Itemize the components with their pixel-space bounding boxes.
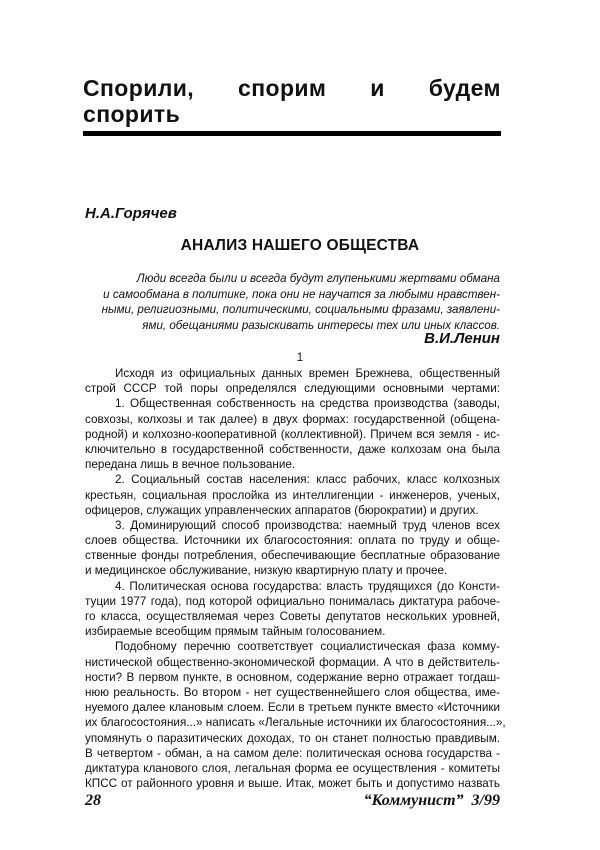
body-line: ственные фонды потребления, обеспечивающие бесплатные образование (85, 549, 500, 563)
epigraph-line: и самообмана в политике, пока они не научатся за любыми нравствен- (103, 287, 500, 301)
body-line: КПСС от районного уровня и выше. Итак, может быть и допустимо назвать (85, 777, 500, 791)
rubric-heading (83, 75, 501, 127)
body-line: туции 1977 года), под которой официально понималась диктатура рабоче- (85, 594, 500, 608)
epigraph-line: Люди всегда были и всегда будут глупенькими жертвами обмана (136, 272, 500, 285)
rubric-line-2: спорить (83, 101, 181, 127)
article-author: Н.А.Горячев (85, 205, 177, 222)
body-line: нистической общественно-экономической формации. А что в действитель- (85, 655, 500, 669)
rubric-word: Спорили, (83, 75, 195, 101)
rubric-word: будем (428, 75, 501, 101)
body-line: ключительно в государственной собственности, даже колхозам она была (85, 442, 500, 456)
body-line: и медицинское обслуживание, низкую квартирную плату и прочее. (85, 564, 448, 578)
body-line: офицеров, служащих управленческих аппаратов (бюрократии) и других. (85, 503, 479, 517)
body-line: их благосостояния...» написать «Легальные источники их благосостояния...», (85, 716, 506, 730)
body-line: 3. Доминирующий способ производства: наемный труд членов всех (115, 518, 500, 532)
epigraph-line: ными, религиозными, политическими, социальными фразами, заявлени- (101, 303, 500, 316)
body-line: совхозы, колхозы и так далее) в двух формах: государственной (общена- (85, 412, 500, 426)
epigraph-line: ями, обещаниями разыскивать интересы тех или иных классов. (142, 318, 500, 332)
rubric-word: спорим (238, 75, 327, 101)
page-number: 28 (85, 792, 101, 809)
body-line: упомянуть о паразитических доходах, то он станет полностью правдивым. (85, 731, 500, 745)
body-line: крестьян, социальная прослойка из интеллигенции - инженеров, ученых, (85, 488, 500, 502)
article-body (85, 366, 506, 791)
rubric-word: и (370, 75, 385, 101)
rubric-line-1 (83, 75, 501, 101)
journal-issue: “Коммунист” 3/99 (363, 792, 500, 809)
body-line: Подобному перечню соответствует социалистическая фаза комму- (115, 640, 500, 654)
body-line: 2. Социальный состав населения: класс рабочих, класс колхозных (115, 473, 500, 487)
body-line: передана лишь в вечное пользование. (85, 458, 296, 472)
body-line: нюю реальность. Во втором - нет существеннейшего слоя общества, име- (85, 685, 500, 699)
body-line: Исходя из официальных данных времен Брежнева, общественный (115, 367, 500, 380)
epigraph-author: В.И.Ленин (424, 330, 500, 347)
body-line: го класса, осуществляемая через Советы депутатов нескольких уровней, (85, 610, 500, 623)
section-number: 1 (296, 352, 304, 364)
body-line: слоев общества. Источники их благосостояния: оплата по труду и обще- (85, 534, 500, 548)
epigraph (85, 271, 500, 333)
body-line: строй СССР той поры определялся следующими основными чертами: (85, 382, 500, 396)
body-line: родной) и колхозно-кооперативной (коллективной). Причем вся земля - ис- (85, 427, 500, 441)
body-line: 1. Общественная собственность на средства производства (заводы, (115, 397, 500, 411)
body-line: В четвертом - обман, а на самом деле: политическая основа государства - (85, 746, 500, 760)
body-line: нуемого далее клановым слоем. Если в третьем пункте вместо «Источники (85, 701, 500, 715)
body-line: диктатура кланового слоя, легальная форма ее осуществления - комитеты (85, 761, 500, 775)
body-line: избираемые всеобщим прямым тайным голосованием. (85, 625, 386, 639)
article-title: АНАЛИЗ НАШЕГО ОБЩЕСТВА (180, 237, 420, 254)
body-line: ности? В первом пункте, в основном, содержание верно отражает тогдаш- (85, 670, 500, 684)
body-line: 4. Политическая основа государства: власть трудящихся (до Консти- (115, 579, 500, 593)
rubric-rule (83, 131, 501, 136)
